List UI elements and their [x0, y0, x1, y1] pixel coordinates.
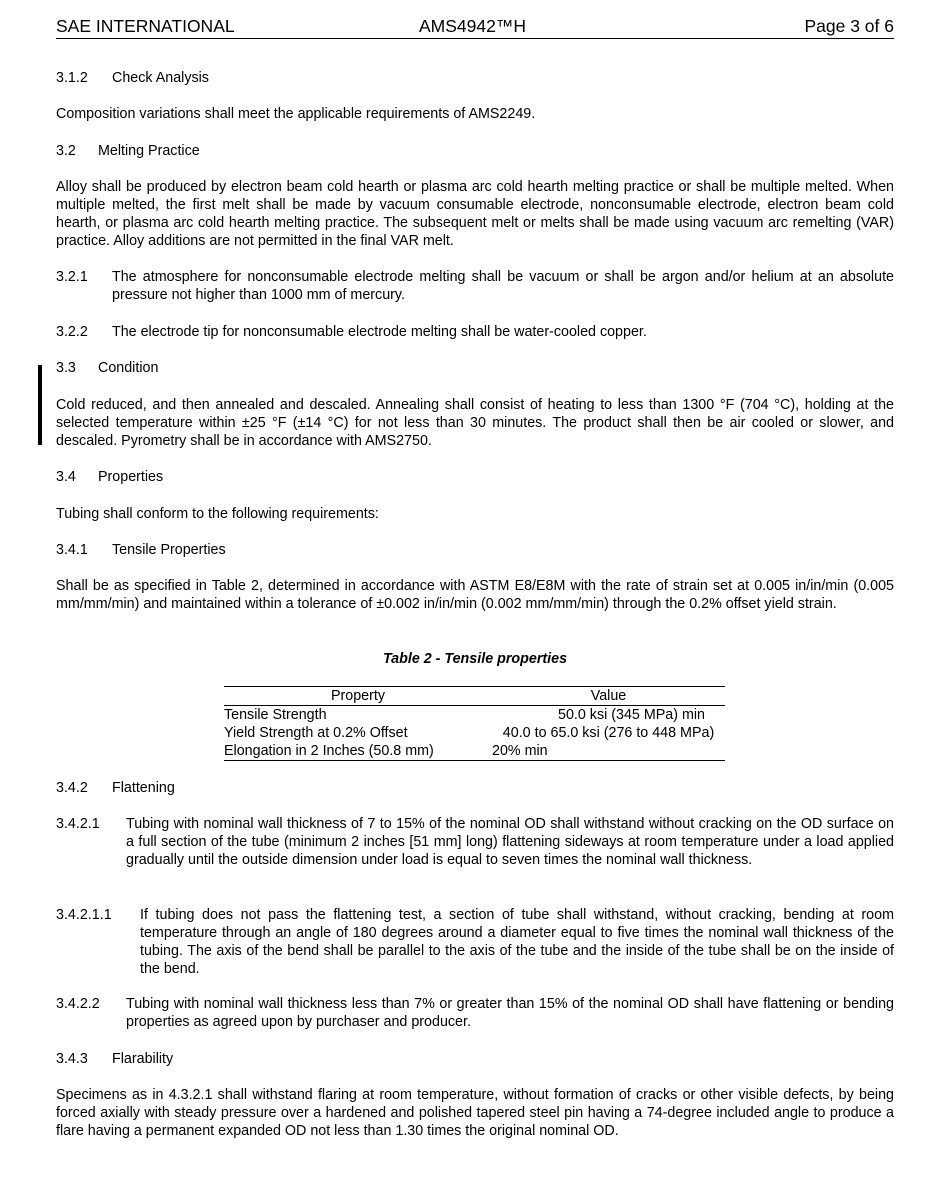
cell-value: 50.0 ksi (345 MPa) min: [558, 707, 705, 723]
item-3-4-2-1: [56, 815, 894, 869]
section-number: 3.4: [56, 469, 76, 485]
section-title: Tensile Properties: [112, 542, 226, 558]
table-row: [224, 742, 725, 761]
paragraph-3-1-2: Composition variations shall meet the applicable requirements of AMS2249.: [56, 106, 536, 122]
section-number: 3.3: [56, 360, 76, 376]
item-3-2-2: [56, 323, 894, 341]
section-title: Properties: [98, 469, 164, 485]
section-title: Flattening: [112, 780, 175, 796]
heading-3-4: [56, 468, 894, 486]
item-text: Tubing with nominal wall thickness of 7 to 15% of the nominal OD shall withstand without cracking on the OD surface on a full section of the tube (minimum 2 inches [51 mm] long) flattening sideways at room temperature under a load applied gradually until the outside dimension under load is equal to seven times the nominal wall thickness.: [126, 816, 894, 868]
section-number: 3.1.2: [56, 70, 88, 86]
cell-property: Yield Strength at 0.2% Offset: [224, 725, 408, 741]
heading-3-1-2: [56, 69, 894, 87]
header-page-number: Page 3 of 6: [804, 16, 894, 36]
heading-3-4-1: [56, 541, 894, 559]
section-number: 3.4.1: [56, 542, 88, 558]
heading-3-4-2: [56, 779, 894, 797]
item-3-4-2-2: [56, 995, 894, 1031]
paragraph-3-2: Alloy shall be produced by electron beam cold hearth or plasma arc cold hearth melting practice or shall be multiple melted. When multiple melted, the first melt shall be made by vacuum consumable electrode, nonconsumable electrode, electron beam cold hearth, or plasma arc cold hearth melting practice. The subsequent melt or melts shall be made using vacuum arc remelting (VAR) practice. Alloy additions are not permitted in the final VAR melt.: [56, 179, 894, 249]
document-page: [56, 14, 894, 1139]
table-row: [224, 706, 725, 725]
section-number: 3.4.2: [56, 780, 88, 796]
section-title: Melting Practice: [98, 143, 200, 159]
cell-property: Tensile Strength: [224, 707, 327, 723]
table-header-row: [224, 687, 725, 706]
section-number: 3.4.2.1.1: [56, 907, 112, 923]
section-number: 3.2.1: [56, 269, 88, 285]
section-number: 3.4.2.2: [56, 996, 100, 1012]
header-org: SAE INTERNATIONAL: [56, 16, 235, 36]
section-number: 3.2: [56, 143, 76, 159]
paragraph-3-4-3: Specimens as in 4.3.2.1 shall withstand flaring at room temperature, without formation of cracks or other visible defects, by being forced axially with steady pressure over a hardened and polished tapered steel pin having a 74-degree included angle to produce a flare having a permanent expanded OD not less than 1.30 times the original nominal OD.: [56, 1087, 894, 1139]
column-header-property: Property: [224, 687, 492, 706]
paragraph-3-3: Cold reduced, and then annealed and descaled. Annealing shall consist of heating to less than 1300 °F (704 °C), holding at the selected temperature within ±25 °F (±14 °C) for not less than 30 minutes. The product shall then be air cooled or slower, and descaled. Pyrometry shall be in accordance with AMS2750.: [56, 397, 894, 449]
item-3-2-1: [56, 268, 894, 304]
cell-value: 20% min: [492, 742, 725, 761]
heading-3-4-3: [56, 1050, 894, 1068]
cell-property: Elongation in 2 Inches (50.8 mm): [224, 742, 492, 761]
section-number: 3.4.3: [56, 1051, 88, 1067]
paragraph-3-4-1: Shall be as specified in Table 2, determined in accordance with ASTM E8/E8M with the rate of strain set at 0.005 in/in/min (0.005 mm/mm/min) and maintained within a tolerance of ±0.002 in/in/min (0.002 mm/mm/min) through the 0.2% offset yield strain.: [56, 578, 894, 612]
heading-3-2: [56, 142, 894, 160]
item-text: If tubing does not pass the flattening test, a section of tube shall withstand, without cracking, bending at room temperature through an angle of 180 degrees around a diameter equal to five times the nominal wall thickness of the tubing. The axis of the bend shall be parallel to the axis of the tube and the inside of the tube shall be on the inside of the bend.: [140, 907, 894, 977]
item-text: The atmosphere for nonconsumable electrode melting shall be vacuum or shall be argon and/or helium at an absolute pressure not higher than 1000 mm of mercury.: [112, 269, 894, 303]
table-row: [224, 724, 725, 742]
section-title: Flarability: [112, 1051, 174, 1067]
cell-value: 40.0 to 65.0 ksi (276 to 448 MPa): [502, 725, 715, 741]
header-doc-id: AMS4942™H: [419, 16, 526, 36]
item-text: Tubing with nominal wall thickness less than 7% or greater than 15% of the nominal OD shall have flattening or bending properties as agreed upon by purchaser and producer.: [126, 996, 894, 1030]
tensile-properties-table: [224, 686, 725, 761]
section-number: 3.2.2: [56, 324, 88, 340]
page-header: [56, 14, 894, 39]
revision-change-bar: [38, 365, 42, 445]
table-caption: Table 2 - Tensile properties: [382, 651, 568, 667]
column-header-value: Value: [492, 687, 725, 706]
item-text: The electrode tip for nonconsumable electrode melting shall be water-cooled copper.: [112, 324, 647, 340]
heading-3-3: [56, 359, 894, 377]
section-title: Condition: [98, 360, 159, 376]
item-3-4-2-1-1: [56, 906, 894, 978]
section-number: 3.4.2.1: [56, 816, 100, 832]
section-title: Check Analysis: [112, 70, 209, 86]
paragraph-3-4: Tubing shall conform to the following requirements:: [56, 506, 379, 522]
